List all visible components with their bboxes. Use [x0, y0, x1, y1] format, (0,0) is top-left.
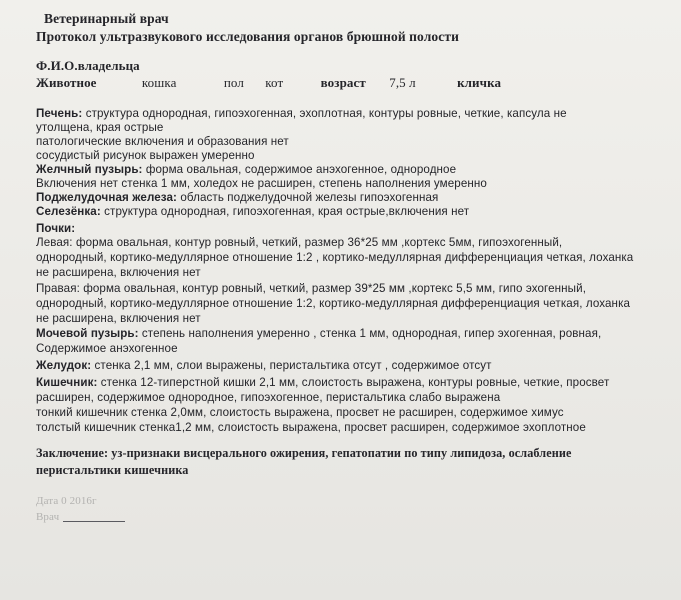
nickname-label: кличка [457, 75, 502, 90]
gallbladder-text-1: форма овальная, содержимое анэхогенное, однородное [142, 163, 457, 176]
kidney-right-line-3: не расширена, включения нет [36, 312, 201, 325]
sex-label: пол [223, 75, 244, 90]
owner-label: Ф.И.О.владельца [36, 58, 140, 73]
liver-line-1 [36, 107, 567, 121]
intestine-text-1: стенка 12-типерстной кишки 2,1 мм, слоистость выражена, контуры ровные, четкие, просвет [97, 376, 610, 389]
conclusion-text-1: уз-признаки висцерального ожирения, гепатопатии по типу липидоза, ослабление [108, 446, 572, 460]
liver-line-4: сосудистый рисунок выражен умеренно [36, 149, 255, 162]
liver-line-3: патологические включения и образования нет [36, 135, 289, 148]
conclusion-label: Заключение: [36, 446, 109, 460]
animal-label: Животное [36, 75, 97, 90]
bladder-text-1: степень наполнения умеренно , стенка 1 мм, однородная, гипер эхогенная, ровная, [138, 327, 602, 340]
kidneys-label: Почки: [36, 222, 76, 235]
stomach-line [36, 359, 492, 373]
gallbladder-line-1 [36, 163, 456, 177]
bladder-line-2: Содержимое анэхогенное [36, 342, 178, 355]
intestine-line-3: тонкий кишечник стенка 2,0мм, слоистость выражена, просвет не расширен, содержимое химус [36, 406, 564, 419]
stomach-label: Желудок: [36, 359, 92, 372]
age-label: возраст [320, 75, 366, 90]
intestine-line-1 [36, 376, 609, 390]
kidney-right-line-1: Правая: форма овальная, контур ровный, четкий, размер 39*25 мм ,кортекс 5,5 мм, гипо эхогенный, [36, 282, 587, 295]
date-line: Дата 0 2016г [36, 495, 97, 507]
intestine-line-2: расширен, содержимое однородное, гипоэхогенное, перистальтика слабо выражена [36, 391, 501, 404]
liver-line-2: утолщена, края острые [36, 121, 164, 134]
gallbladder-line-2: Включения нет стенка 1 мм, холедох не расширен, степень наполнения умеренно [36, 177, 487, 190]
animal-row [36, 76, 501, 90]
intestine-label: Кишечник: [36, 376, 98, 389]
conclusion-line-1 [36, 446, 572, 460]
sex-value: кот [265, 75, 284, 90]
bladder-label: Мочевой пузырь: [36, 327, 139, 340]
stomach-text: стенка 2,1 мм, слои выражены, перистальтика отсут , содержимое отсут [91, 359, 492, 372]
kidney-left-line-2: однородный, кортико-медуллярное отношение 1:2 , кортико-медуллярная дифференциация четкая, лоханка [36, 251, 634, 264]
signature-underline [63, 521, 125, 522]
doctor-signature-line [36, 510, 125, 524]
protocol-title: Протокол ультразвукового исследования органов брюшной полости [36, 29, 459, 44]
doctor-label: Врач [36, 511, 60, 523]
conclusion-line-2: перистальтики кишечника [36, 463, 189, 477]
gallbladder-label: Желчный пузырь: [36, 163, 143, 176]
age-value: 7,5 л [389, 75, 416, 90]
kidney-left-line-3: не расширена, включения нет [36, 266, 201, 279]
pancreas-line [36, 191, 438, 205]
bladder-line-1 [36, 327, 601, 341]
intestine-line-4: толстый кишечник стенка1,2 мм, слоистость выражена, просвет расширен, содержимое эхоплотное [36, 421, 586, 434]
animal-value: кошка [141, 75, 177, 90]
kidney-right-line-2: однородный, кортико-медуллярное отношение 1:2, кортико-медуллярная дифференциация четкая, лоханка [36, 297, 631, 310]
liver-text-1: структура однородная, гипоэхогенная, эхоплотная, контуры ровные, четкие, капсула не [82, 107, 567, 120]
spleen-text: структура однородная, гипоэхогенная, края острые,включения нет [100, 205, 470, 218]
liver-label: Печень: [36, 107, 83, 120]
spleen-line [36, 205, 469, 219]
pancreas-text: область поджелудочной железы гипоэхогенная [177, 191, 439, 204]
pancreas-label: Поджелудочная железа: [36, 191, 178, 204]
kidney-left-line-1: Левая: форма овальная, контур ровный, четкий, размер 36*25 мм ,кортекс 5мм, гипоэхогенный, [36, 236, 563, 249]
spleen-label: Селезёнка: [36, 205, 101, 218]
doctor-heading: Ветеринарный врач [44, 11, 169, 26]
